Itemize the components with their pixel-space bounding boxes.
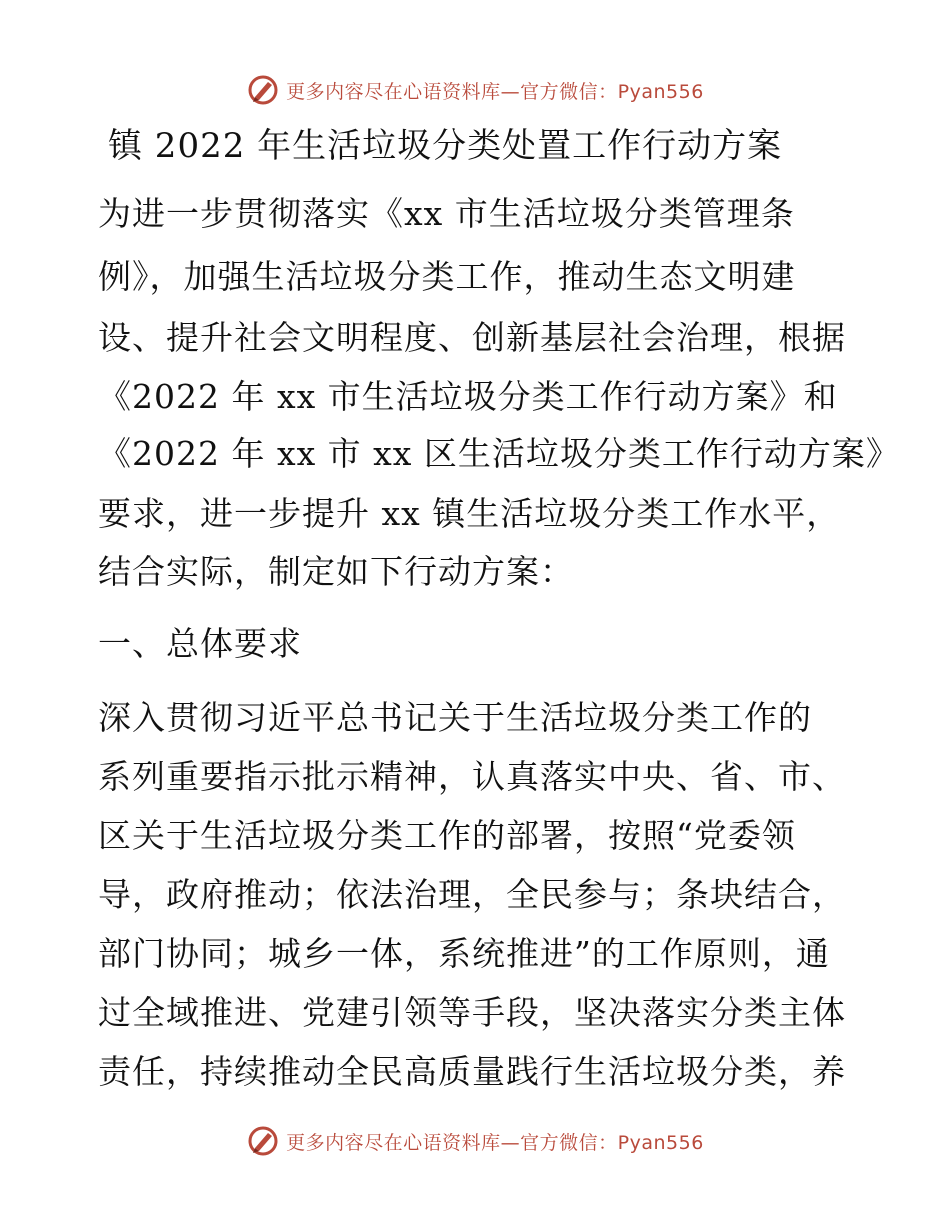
- body-line: 责任，持续推动全民高质量践行生活垃圾分类，养: [98, 1052, 846, 1091]
- body-line: 过全域推进、党建引领等手段，坚决落实分类主体: [98, 993, 846, 1032]
- intro-line: 《2022 年 xx 市生活垃圾分类工作行动方案》和: [98, 377, 838, 416]
- banner-text: 更多内容尽在心语资料库—官方微信：Pyan556: [286, 1131, 704, 1154]
- section-heading: 一、总体要求: [98, 624, 302, 663]
- footer-banner: [0, 1121, 950, 1161]
- intro-line: 设、提升社会文明程度、创新基层社会治理，根据: [98, 318, 846, 357]
- pen-logo-icon: [246, 1124, 280, 1158]
- intro-line: 《2022 年 xx 市 xx 区生活垃圾分类工作行动方案》: [98, 434, 900, 473]
- intro-line: 为进一步贯彻落实《xx 市生活垃圾分类管理条: [98, 194, 795, 233]
- banner-text: 更多内容尽在心语资料库—官方微信：Pyan556: [286, 80, 704, 103]
- intro-line: 例》，加强生活垃圾分类工作，推动生态文明建: [98, 257, 796, 296]
- body-line: 部门协同；城乡一体，系统推进”的工作原则，通: [98, 934, 830, 973]
- header-banner: [0, 70, 950, 110]
- document-title: 镇 2022 年生活垃圾分类处置工作行动方案: [108, 126, 783, 166]
- body-line: 系列重要指示批示精神，认真落实中央、省、市、: [98, 757, 846, 796]
- body-line: 导，政府推动；依法治理，全民参与；条块结合，: [98, 875, 846, 914]
- body-line: 深入贯彻习近平总书记关于生活垃圾分类工作的: [98, 698, 812, 737]
- pen-logo-icon: [246, 73, 280, 107]
- intro-line: 结合实际，制定如下行动方案：: [98, 552, 574, 591]
- intro-line: 要求，进一步提升 xx 镇生活垃圾分类工作水平，: [98, 494, 841, 533]
- body-line: 区关于生活垃圾分类工作的部署，按照“党委领: [98, 816, 796, 855]
